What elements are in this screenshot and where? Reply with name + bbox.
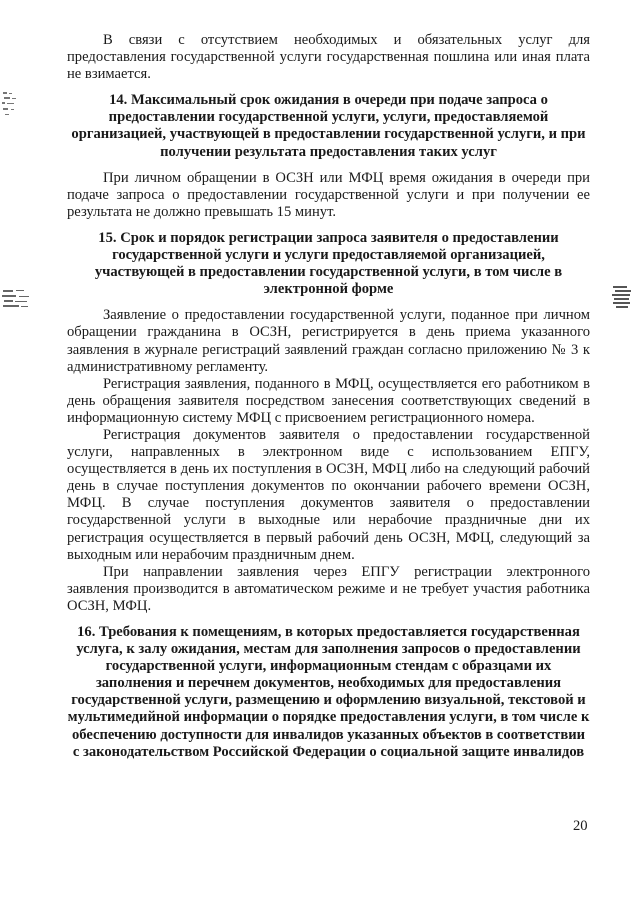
- document-body: [67, 32, 590, 761]
- scan-artifact-right-mid: [611, 284, 635, 314]
- section-15-paragraph-3: Регистрация документов заявителя о предоставлении государственной услуги, направленных в электронном виде с использованием ЕПГУ, осуществляется в день их поступления в ОСЗН, МФЦ либо на следующий рабочий день в случае поступления документов по окончании рабочего времени ОСЗН, МФЦ. В случае поступления документов заявителя о предоставлении государственной услуги в выходные или нерабочие праздничные дни их регистрация осуществляется в первый рабочий день ОСЗН, МФЦ, следующий за выходным или нерабочим праздничным днем.: [67, 426, 590, 563]
- section-15-paragraph-2: Регистрация заявления, поданного в МФЦ, осуществляется его работником в день обращения заявителя посредством занесения соответствующих сведений в информационную систему МФЦ с присвоением регистрационного номера.: [67, 375, 590, 426]
- paragraph-fee: В связи с отсутствием необходимых и обязательных услуг для предоставления государственной услуги государственная пошлина или иная плата не взимается.: [67, 32, 590, 83]
- section-14-heading: 14. Максимальный срок ожидания в очереди при подаче запроса о предоставлении государственной услуги, услуги, предоставляемой организацией, участвующей в предоставлении государственной услуги, и при получении результата предоставления таких услуг: [71, 92, 586, 160]
- section-14-paragraph: При личном обращении в ОСЗН или МФЦ время ожидания в очереди при подаче запроса о предоставлении государственной услуги и при получении ее результата не должно превышать 15 минут.: [67, 169, 590, 220]
- section-15-heading: 15. Срок и порядок регистрации запроса заявителя о предоставлении государственной услуги и услуги предоставляемой организацией, участвующей в предоставлении государственной услуги, в том числе в электронной форме: [94, 229, 563, 298]
- scan-artifact-left-mid: [2, 288, 32, 312]
- section-16-heading: 16. Требования к помещениям, в которых предоставляется государственная услуга, к залу ожидания, местам для заполнения запросов о предоставлении государственной услуги, информационным стендам с образцами их заполнения и перечнем документов, необходимых для предоставления государственной услуги, размещению и оформлению визуальной, текстовой и мультимедийной информации о порядке предоставления услуги, в том числе к обеспечению доступности для инвалидов указанных объектов в соответствии с законодательством Российской Федерации о социальной защите инвалидов: [67, 624, 590, 760]
- section-15-paragraph-4: При направлении заявления через ЕПГУ регистрации электронного заявления производится в автоматическом режиме и не требует участия работника ОСЗН, МФЦ.: [67, 563, 590, 614]
- section-15-paragraph-1: Заявление о предоставлении государственной услуги, поданное при личном обращении гражданина в ОСЗН, регистрируется в день приема указанного заявления в журнале регистраций заявлений граждан согласно приложению № 3 к административному регламенту.: [67, 307, 590, 375]
- scan-artifact-left-top: [2, 90, 20, 120]
- page-number: 20: [573, 818, 588, 834]
